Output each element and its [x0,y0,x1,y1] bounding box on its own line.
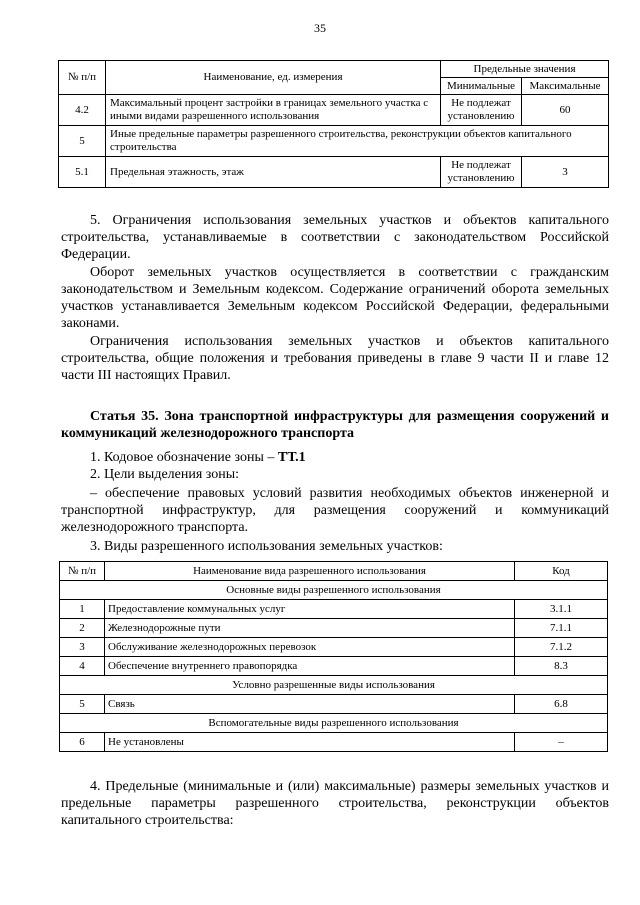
header-num: № п/п [59,61,106,95]
header-min: Минимальные [441,78,522,95]
table-row [59,126,609,157]
row-code: 7.1.1 [515,619,608,638]
item-uses: 3. Виды разрешенного использования земельных участков: [90,539,443,554]
row-max: 60 [522,95,609,126]
header-num: № п/п [60,562,105,581]
row-num: 5.1 [59,157,106,188]
row-num: 4.2 [59,95,106,126]
row-code: – [515,733,608,752]
table-row [60,619,608,638]
row-num: 3 [60,638,105,657]
limits-table [58,60,609,188]
table-row [60,657,608,676]
header-name: Наименование вида разрешенного использования [105,562,515,581]
row-code: 3.1.1 [515,600,608,619]
table-row [60,733,608,752]
row-code: 8.3 [515,657,608,676]
article-heading: Статья 35. Зона транспортной инфраструктуры для размещения сооружений и коммуникаций железнодорожного транспорта [61,409,609,441]
table-row [60,600,608,619]
paragraph-restrictions: 5. Ограничения использования земельных участков и объектов капитального строительства, устанавливаемые в соответствии с законодательством Российской Федерации. [61,213,609,262]
row-name: Максимальный процент застройки в границах земельного участка с иными видами разрешенного использования [106,95,441,126]
item-code: 1. Кодовое обозначение зоны – ТТ.1 [90,450,306,465]
table-row [59,95,609,126]
row-name: Предоставление коммунальных услуг [105,600,515,619]
row-max: 3 [522,157,609,188]
row-code: 6.8 [515,695,608,714]
row-name: Иные предельные параметры разрешенного строительства, реконструкции объектов капитального строительства [106,126,609,157]
header-limits: Предельные значения [441,61,609,78]
row-min: Не подлежат установлению [441,95,522,126]
item-goals: 2. Цели выделения зоны: [90,467,240,482]
row-name: Обслуживание железнодорожных перевозок [105,638,515,657]
row-name: Связь [105,695,515,714]
row-name: Не установлены [105,733,515,752]
page-number: 35 [314,21,326,35]
row-num: 1 [60,600,105,619]
section-main: Основные виды разрешенного использования [60,581,608,600]
row-num: 5 [59,126,106,157]
row-num: 4 [60,657,105,676]
row-num: 5 [60,695,105,714]
header-code: Код [515,562,608,581]
paragraph-limits: 4. Предельные (минимальные и (или) максимальные) размеры земельных участков и предельные параметры разрешенного строительства, реконструкции объектов капитального строительства: [61,779,609,828]
table-row [59,157,609,188]
row-code: 7.1.2 [515,638,608,657]
section-auxiliary: Вспомогательные виды разрешенного использования [60,714,608,733]
header-max: Максимальные [522,78,609,95]
paragraph-turnover: Оборот земельных участков осуществляется в соответствии с гражданским законодательством и Земельным кодексом. Содержание ограничений оборота земельных участков устанавливается Земельным кодексом Российской Федерации, федеральными законами. [61,265,609,331]
header-name: Наименование, ед. измерения [106,61,441,95]
row-num: 6 [60,733,105,752]
table-row [60,695,608,714]
paragraph-general-rules: Ограничения использования земельных участков и объектов капитального строительства, общие положения и требования приведены в главе 9 части II и главе 12 части III настоящих Правил. [61,334,609,383]
row-name: Обеспечение внутреннего правопорядка [105,657,515,676]
row-num: 2 [60,619,105,638]
permitted-uses-table [59,561,608,752]
item-goals-detail: – обеспечение правовых условий развития необходимых объектов инженерной и транспортной инфраструктур, для размещения сооружений и коммуникаций железнодорожного транспорта. [61,486,609,535]
zone-code: ТТ.1 [277,450,306,465]
section-conditional: Условно разрешенные виды использования [60,676,608,695]
row-min: Не подлежат установлению [441,157,522,188]
row-name: Предельная этажность, этаж [106,157,441,188]
row-name: Железнодорожные пути [105,619,515,638]
table-row [60,638,608,657]
